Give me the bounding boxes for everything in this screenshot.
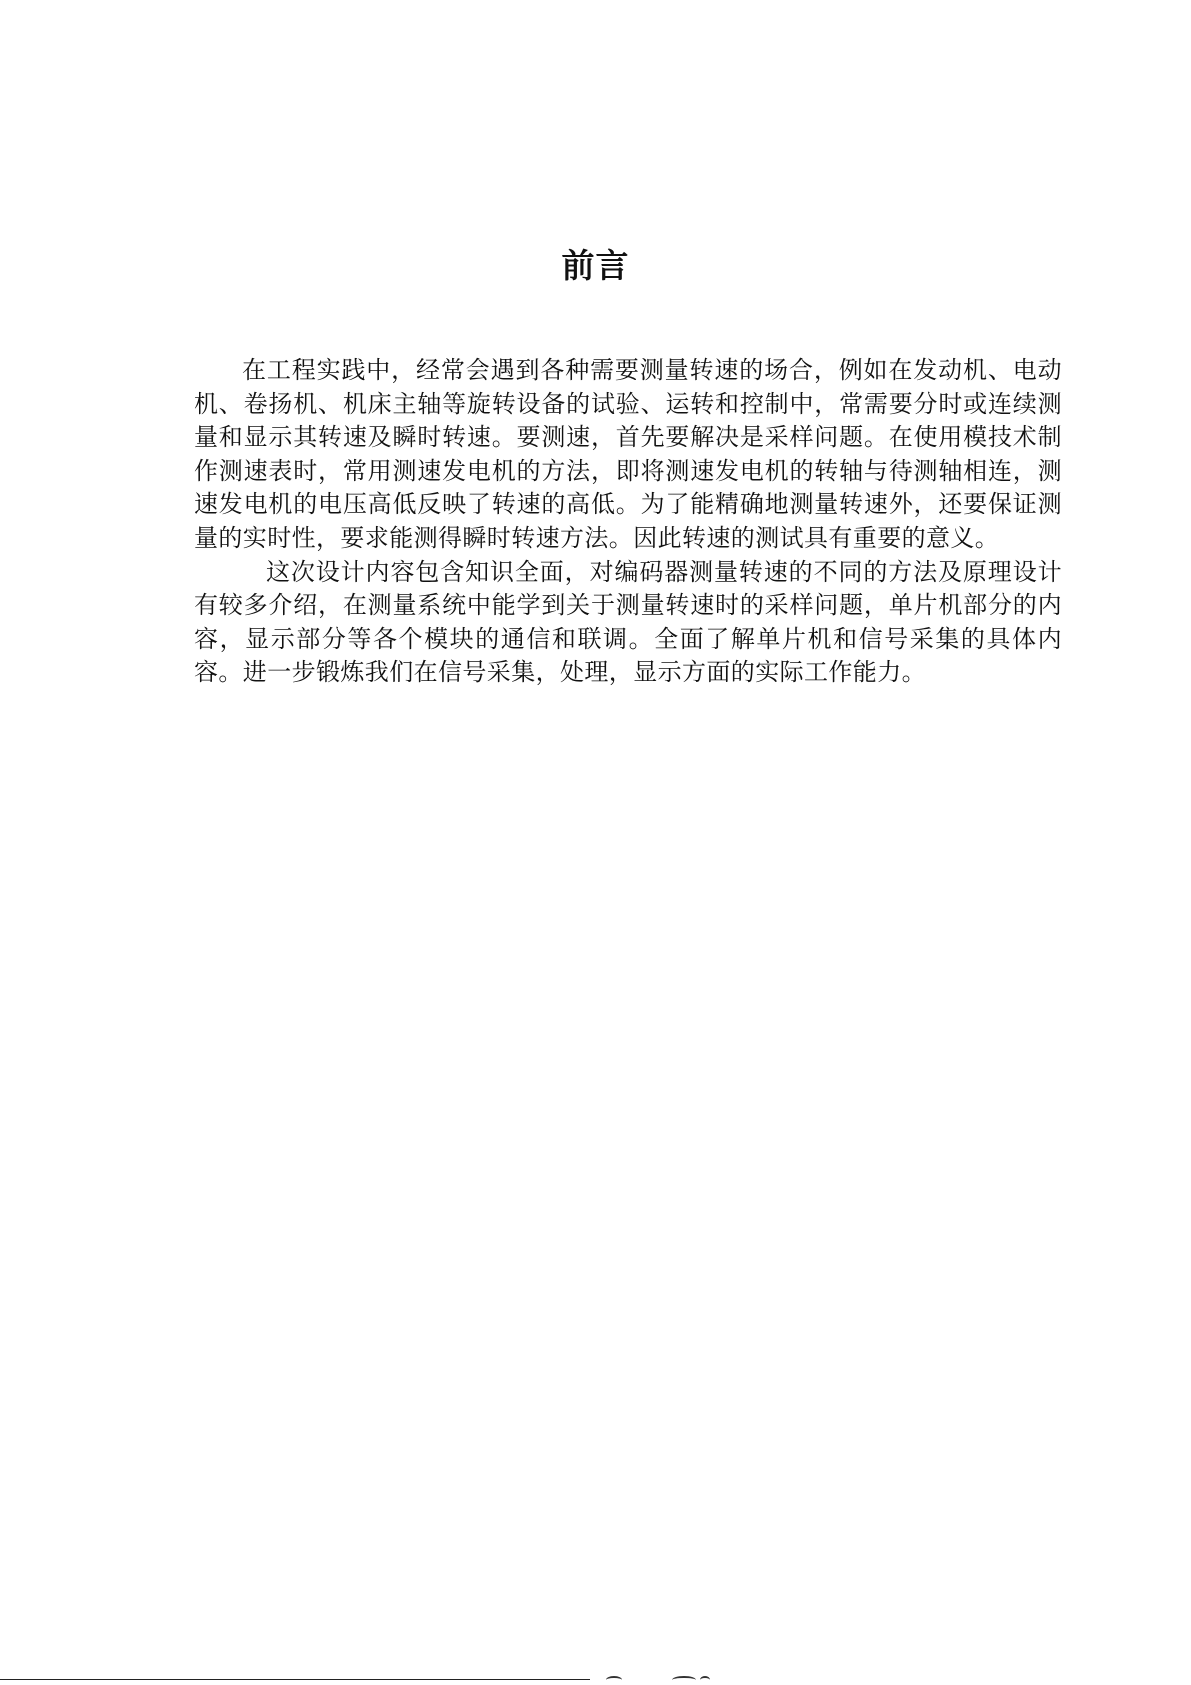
paragraph: 这次设计内容包含知识全面，对编码器测量转速的不同的方法及原理设计有较多介绍，在测量系统中能学到关于测量转速时的采样问题，单片机部分的内容，显示部分等各个模块的通信和联调。全面了解单片机和信号采集的具体内容。进一步锻炼我们在信号采集，处理，显示方面的实际工作能力。 [194,557,1062,687]
cropped-mark [606,1676,622,1684]
footer-cropped-marks [600,1676,780,1685]
cropped-mark [700,1676,710,1684]
cropped-mark [672,1676,696,1684]
footer-rule [0,1679,590,1680]
document-body [194,354,1062,690]
page-title: 前言 [561,246,630,285]
paragraph: 在工程实践中，经常会遇到各种需要测量转速的场合，例如在发动机、电动机、卷扬机、机床主轴等旋转设备的试验、运转和控制中，常需要分时或连续测量和显示其转速及瞬时转速。要测速，首先要解决是采样问题。在使用模技术制作测速表时，常用测速发电机的方法，即将测速发电机的转轴与待测轴相连，测速发电机的电压高低反映了转速的高低。为了能精确地测量转速外，还要保证测量的实时性，要求能测得瞬时转速方法。因此转速的测试具有重要的意义。 [194,356,1062,552]
